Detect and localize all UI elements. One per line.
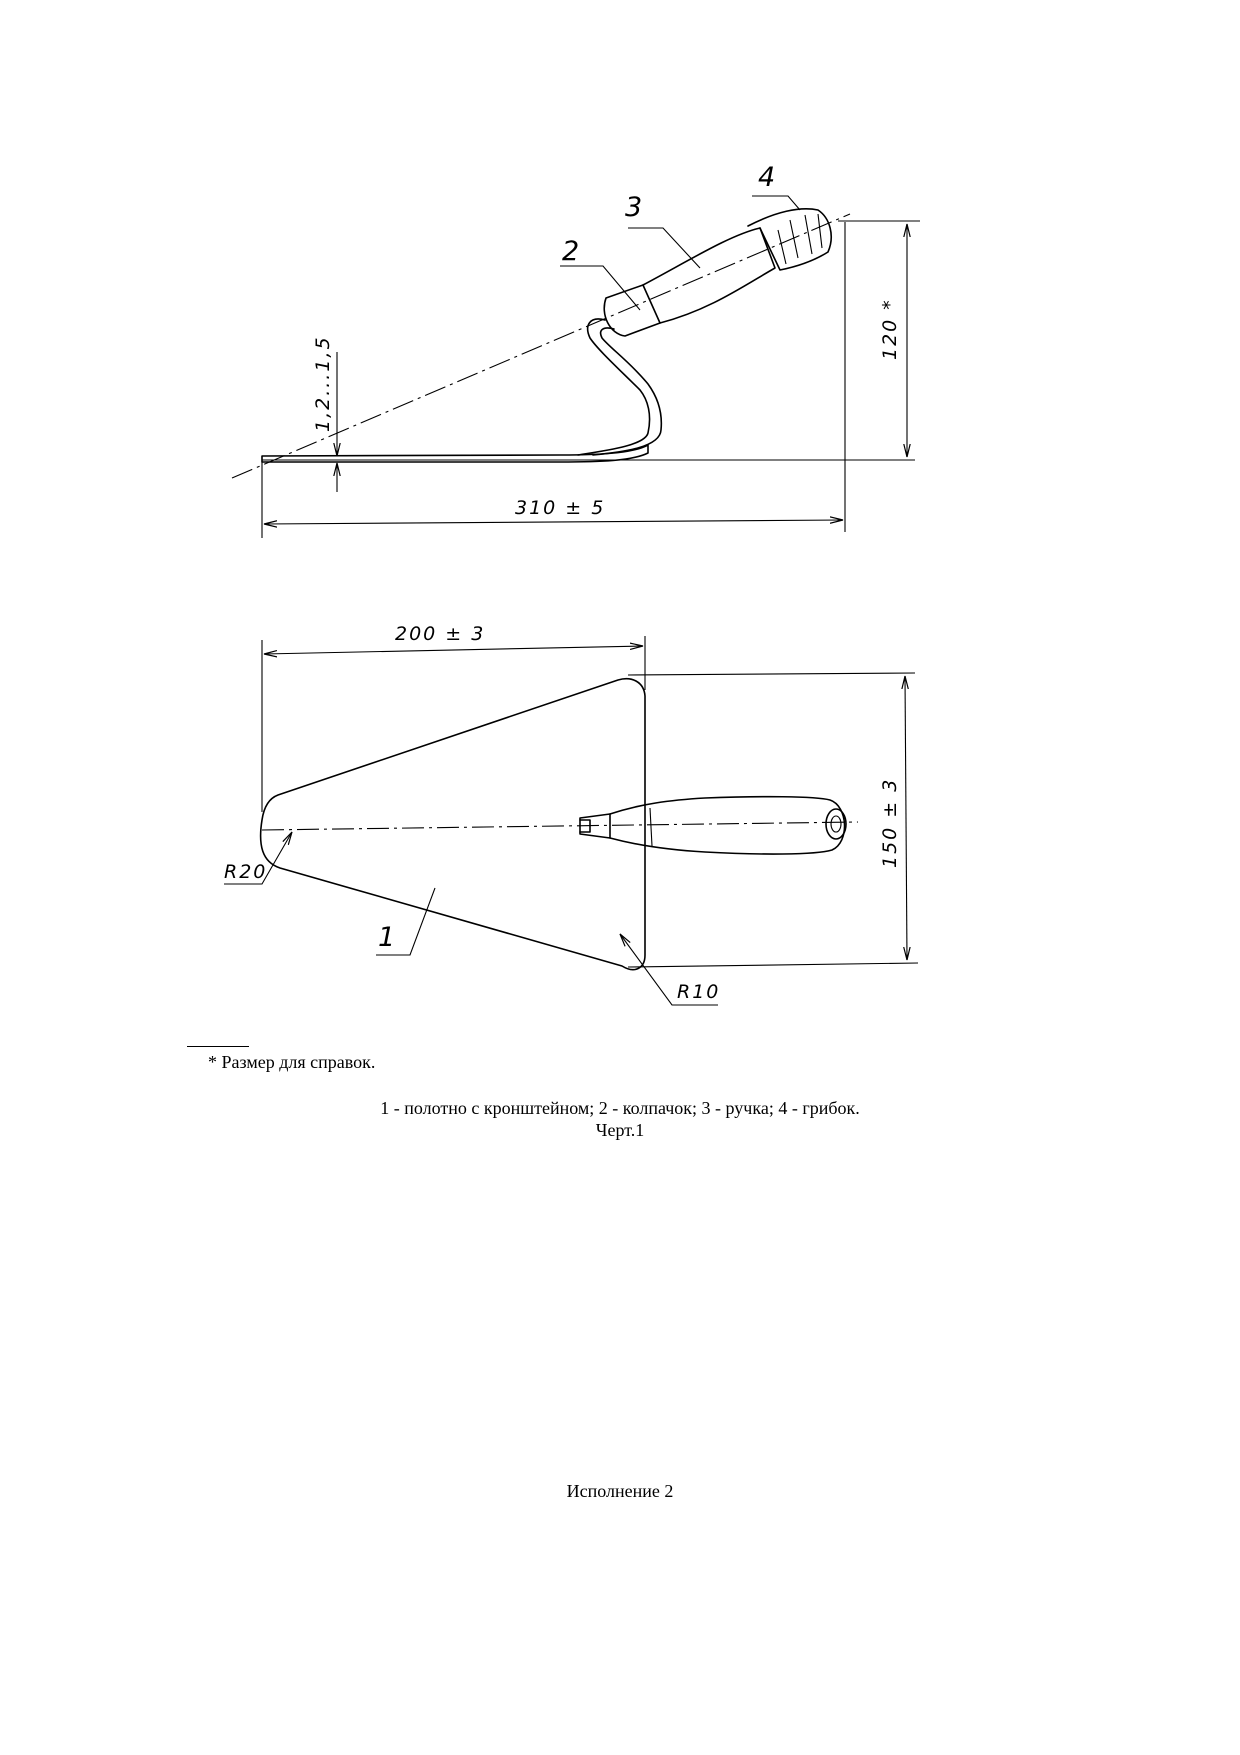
section-heading: Исполнение 2	[566, 1481, 674, 1501]
dim-total-length: 310 ± 5	[515, 497, 606, 519]
dim-corner-radius: R10	[677, 981, 721, 1003]
dim-blade-width: 150 ± 3	[879, 777, 901, 868]
parts-legend: 1 - полотно с кронштейном; 2 - колпачок; 3 - ручка; 4 - грибок.	[380, 1098, 860, 1118]
footnote: * Размер для справок.	[208, 1052, 376, 1072]
bracket	[578, 319, 650, 455]
handle-side	[643, 228, 775, 323]
dim-blade-length: 200 ± 3	[395, 623, 486, 645]
dim-tip-radius: R20	[224, 861, 268, 883]
footnote-rule	[187, 1046, 249, 1047]
callout-1: 1	[378, 922, 396, 953]
blade-top	[261, 679, 645, 970]
side-view	[232, 162, 920, 538]
callout-4: 4	[758, 162, 776, 193]
dim-height: 120 *	[879, 298, 901, 360]
figure-caption: Черт.1	[595, 1120, 645, 1140]
callout-2: 2	[562, 236, 580, 267]
dim-blade-thickness: 1,2...1,5	[312, 335, 334, 432]
callout-3: 3	[625, 192, 643, 223]
top-view	[224, 623, 918, 1005]
